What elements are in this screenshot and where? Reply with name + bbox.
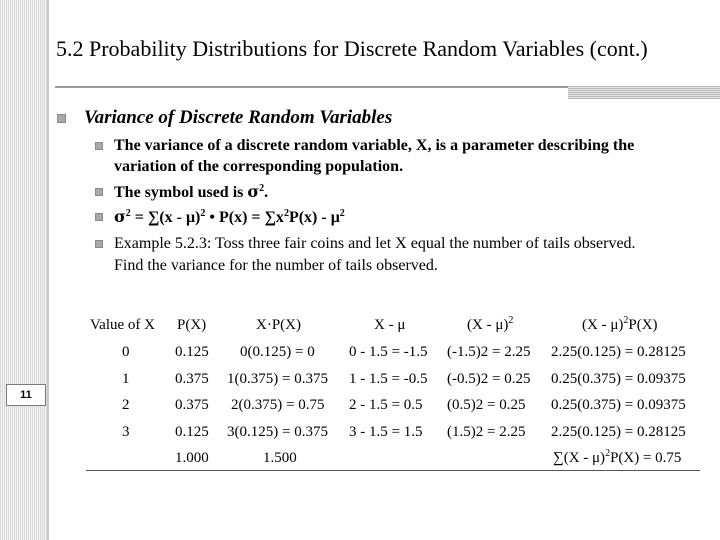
bullet-example-line1: Example 5.2.3: Toss three fair coins and let X equal the number of tails observed. (114, 235, 636, 252)
period: . (264, 184, 269, 201)
exponent: 2 (339, 208, 345, 219)
exponent: 2 (200, 208, 206, 219)
header-value-of-x: Value of X (90, 317, 155, 333)
bullet-symbol (114, 181, 268, 203)
table-cell: (-1.5)2 = 2.25 (447, 344, 531, 360)
bullet-variance-definition-line1: The variance of a discrete random variable, X, is a parameter describing the (114, 137, 635, 154)
table-cell: 1 - 1.5 = -0.5 (349, 371, 428, 387)
square-bullet-icon (95, 142, 103, 150)
table-cell: (1.5)2 = 2.25 (447, 424, 526, 440)
table-cell: 2 - 1.5 = 0.5 (349, 397, 423, 413)
header-text: (X - μ) (467, 317, 509, 333)
table-cell: (0.5)2 = 0.25 (447, 397, 526, 413)
variance-total (553, 450, 681, 467)
square-bullet-icon (57, 114, 66, 123)
table-cell: 2.25(0.125) = 0.28125 (551, 424, 686, 440)
table-cell: 3 (122, 424, 130, 440)
total-text: P(X) = 0.75 (610, 450, 682, 466)
slide-number: 11 (6, 384, 46, 406)
square-bullet-icon (95, 240, 103, 248)
square-bullet-icon (95, 188, 103, 196)
header-x-times-p: X·P(X) (256, 317, 301, 333)
expected-value: 1.500 (263, 450, 297, 466)
symbol-label: The symbol used is (114, 184, 248, 201)
exponent: 2 (283, 208, 289, 219)
header-weighted-squared-deviation (582, 317, 658, 334)
bullet-example-line2: Find the variance for the number of tails observed. (114, 257, 438, 274)
header-p-x: P(X) (177, 317, 207, 333)
table-cell: 3(0.125) = 0.375 (227, 424, 328, 440)
header-text: (X - μ) (582, 317, 624, 333)
exponent: 2 (125, 208, 131, 219)
table-cell: 0.25(0.375) = 0.09375 (551, 371, 686, 387)
table-cell: 0.125 (175, 424, 209, 440)
table-cell: 3 - 1.5 = 1.5 (349, 424, 423, 440)
table-cell: 2(0.375) = 0.75 (231, 397, 325, 413)
table-cell: 0(0.125) = 0 (240, 344, 315, 360)
header-deviation: X - μ (374, 317, 406, 333)
total-probability: 1.000 (175, 450, 209, 466)
table-cell: 0.125 (175, 344, 209, 360)
header-squared-deviation (467, 317, 513, 334)
slide-title: 5.2 Probability Distributions for Discrete Random Variables (cont.) (56, 36, 648, 61)
formula-part: P(x) - μ (288, 209, 340, 226)
formula-part: • P(x) = ∑x (205, 209, 284, 226)
sigma-symbol: σ (114, 207, 126, 226)
left-decorative-stripe (0, 0, 48, 540)
title-divider-accent (568, 86, 720, 99)
table-cell: 2 (122, 397, 130, 413)
table-cell: 0 (122, 344, 130, 360)
bullet-variance-formula (114, 206, 345, 228)
table-cell: 0.375 (175, 371, 209, 387)
table-cell: 2.25(0.125) = 0.28125 (551, 344, 686, 360)
left-stripe-edge (47, 0, 49, 540)
table-cell: 0 - 1.5 = -1.5 (349, 344, 428, 360)
bullet-variance-definition-line2: variation of the corresponding population. (114, 158, 404, 175)
table-cell: 1(0.375) = 0.375 (227, 371, 328, 387)
header-text: P(X) (628, 317, 658, 333)
table-cell: (-0.5)2 = 0.25 (447, 371, 531, 387)
formula-part: = ∑(x - μ) (130, 209, 201, 226)
table-cell: 1 (122, 371, 130, 387)
total-text: ∑(X - μ) (553, 450, 606, 466)
exponent: 2 (259, 183, 265, 194)
table-cell: 0.375 (175, 397, 209, 413)
section-heading: Variance of Discrete Random Variables (84, 107, 393, 128)
table-bottom-rule (86, 470, 700, 471)
exponent: 2 (623, 315, 629, 326)
table-cell: 0.25(0.375) = 0.09375 (551, 397, 686, 413)
sigma-symbol: σ (247, 182, 260, 201)
exponent: 2 (508, 315, 514, 326)
square-bullet-icon (95, 213, 103, 221)
exponent: 2 (605, 448, 611, 459)
